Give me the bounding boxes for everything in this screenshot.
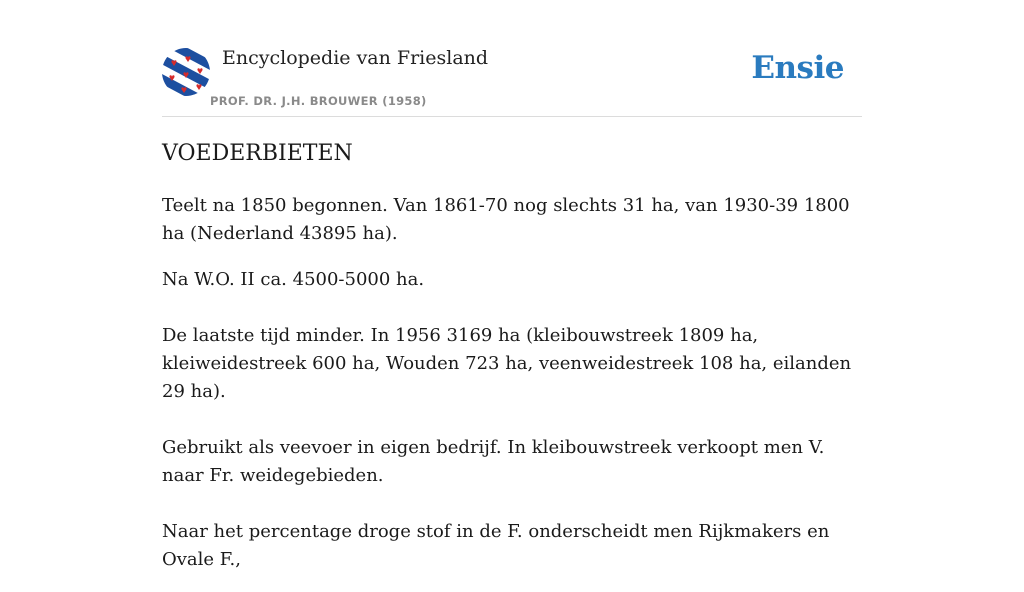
paragraph: Naar het percentage droge stof in de F. onderscheidt men Rijkmakers en Ovale F., xyxy=(162,521,830,570)
paragraph: Teelt na 1850 begonnen. Van 1861-70 nog slechts 31 ha, van 1930-39 1800 ha (Nederland 43895 ha). xyxy=(162,195,850,244)
paragraph: De laatste tijd minder. In 1956 3169 ha (kleibouwstreek 1809 ha, kleiweidestreek 600 ha, Wouden 723 ha, veenweidestreek 108 ha, eilanden 29 ha). xyxy=(162,325,852,402)
article-title: VOEDERBIETEN xyxy=(162,141,353,166)
paragraph: Gebruikt als veevoer in eigen bedrijf. In kleibouwstreek verkoopt men V. naar Fr. weidegebieden. xyxy=(162,437,825,486)
site-title[interactable]: Encyclopedie van Friesland xyxy=(222,47,489,69)
site-header xyxy=(162,40,862,117)
paragraph: Na W.O. II ca. 4500-5000 ha. xyxy=(162,269,425,290)
friesland-flag-icon[interactable] xyxy=(162,48,210,96)
article-body xyxy=(162,140,862,592)
site-author: PROF. DR. J.H. BROUWER (1958) xyxy=(210,94,427,108)
brand-logo[interactable]: Ensie xyxy=(751,50,844,86)
